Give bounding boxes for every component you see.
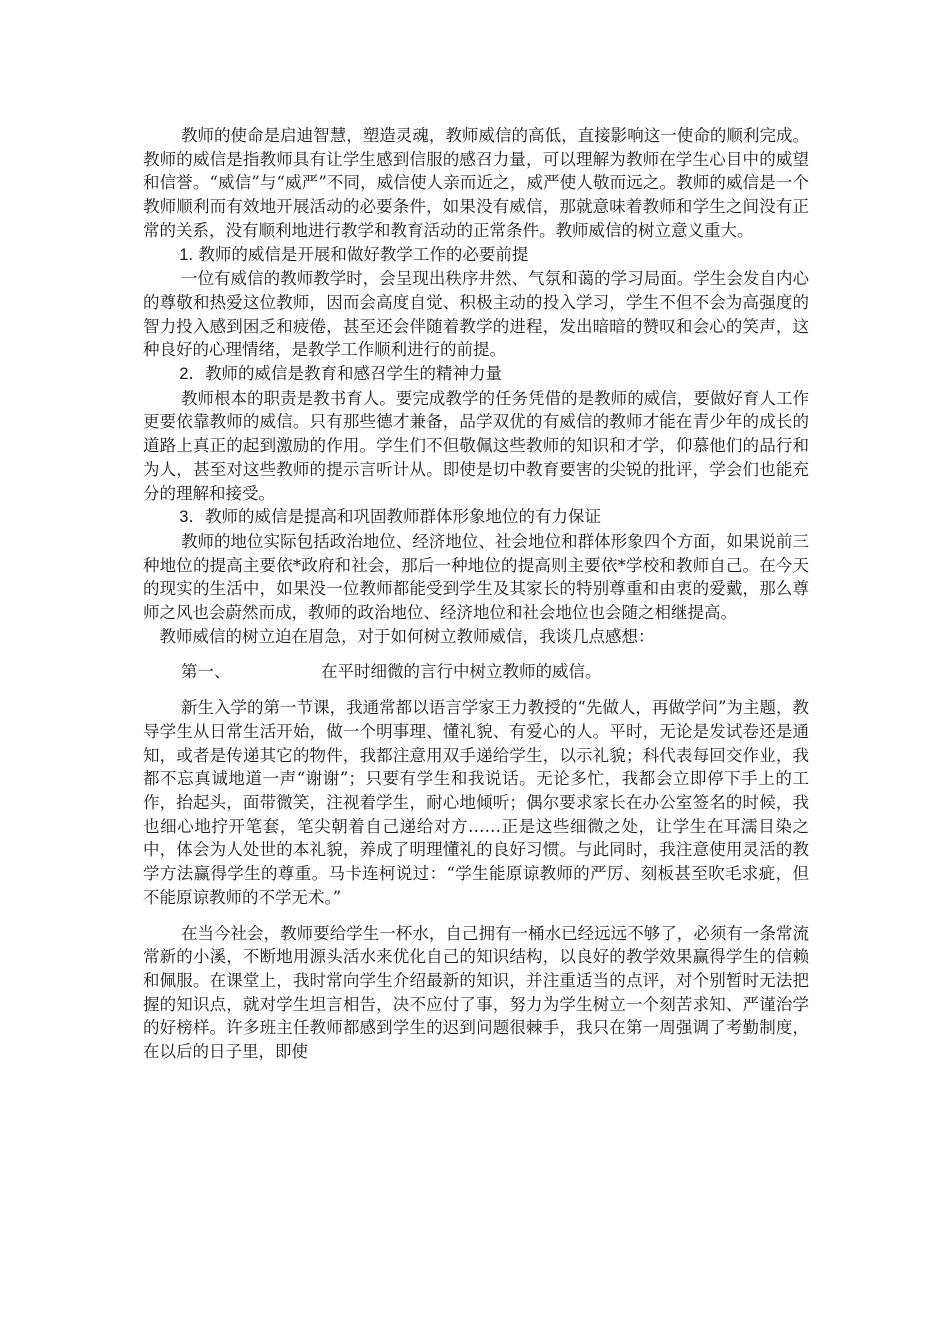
body-paragraph: 教师的地位实际包括政治地位、经济地位、社会地位和群体形象四个方面，如果说前三种地位的提高主要依*政府和社会，那后一种地位的提高则主要依*学校和教师自己。在今天的现实的生活中，如果没一位教师都能受到学生及其家长的特别尊重和由衷的爱戴，那么尊师之风也会蔚然而成，教师的政治地位、经济地位和社会地位也会随之相继提高。 (143, 531, 809, 623)
document-page (143, 124, 809, 1064)
point-heading (143, 660, 809, 684)
section-number: 2． (179, 365, 205, 384)
body-paragraph: 教师根本的职责是教书育人。要完成教学的任务凭借的是教师的威信，要做好育人工作更要依靠教师的威信。只有那些德才兼备，品学双优的有威信的教师才能在青少年的成长的道路上真正的起到激励的作用。学生们不但敬佩这些教师的知识和才学，仰慕他们的品行和为人，甚至对这些教师的提示言听计从。即使是切中教育要害的尖锐的批评，学会们也能充分的理解和接受。 (143, 388, 809, 503)
section-title: 教师的威信是开展和做好教学工作的必要前提 (198, 244, 529, 264)
section-title: 教师的威信是提高和巩固教师群体形象地位的有力保证 (204, 507, 601, 527)
section-number: 1. (179, 245, 194, 264)
section-number: 3． (179, 508, 205, 527)
point-ordinal: 第一、 (180, 662, 231, 682)
transition-paragraph: 教师威信的树立迫在眉急，对于如何树立教师威信，我谈几点感想： (159, 626, 655, 646)
body-paragraph: 在当今社会，教师要给学生一杯水，自己拥有一桶水已经远远不够了，必须有一条常流常新的小溪，不断地用源头活水来优化自己的知识结构，以良好的教学效果赢得学生的信赖和佩服。在课堂上，我时常向学生介绍最新的知识，并注重适当的点评，对个别暂时无法把握的知识点，就对学生坦言相告，决不应付了事，努力为学生树立一个刻苦求知、严谨治学的好榜样。许多班主任教师都感到学生的迟到问题很棘手，我只在第一周强调了考勤制度，在以后的日子里，即使 (143, 923, 809, 1062)
section-title: 教师的威信是教育和感召学生的精神力量 (204, 364, 502, 384)
body-paragraph: 一位有威信的教师教学时，会呈现出秩序井然、气氛和蔼的学习局面。学生会发自内心的尊敬和热爱这位教师，因而会高度自觉、积极主动的投入学习，学生不但不会为高强度的智力投入感到困乏和疲倦，甚至还会伴随着教学的进程，发出暗暗的赞叹和会心的笑声，这种良好的心理情绪，是教学工作顺利进行的前提。 (143, 269, 809, 360)
section-heading-1 (143, 243, 809, 268)
section-heading-3 (143, 505, 809, 530)
intro-paragraph: 教师的使命是启迪智慧，塑造灵魂，教师威信的高低，直接影响这一使命的顺利完成。教师的威信是指教师具有让学生感到信服的感召力量，可以理解为教师在学生心目中的威望和信誉。“威信”与“威严”不同，威信使人亲而近之，威严使人敬而远之。教师的威信是一个教师顺利而有效地开展活动的必要条件，如果没有威信，那就意味着教师和学生之间没有正常的关系，没有顺利地进行教学和教育活动的正常条件。教师威信的树立意义重大。 (143, 126, 809, 240)
section-heading-2 (143, 362, 809, 387)
body-paragraph: 新生入学的第一节课，我通常都以语言学家王力教授的“先做人，再做学问”为主题，教导学生从日常生活开始，做一个明事理、懂礼貌、有爱心的人。平时，无论是发试卷还是通知，或者是传递其它的物件，我都注意用双手递给学生，以示礼貌；科代表每回交作业，我都不忘真诚地道一声“谢谢”；只要有学生和我说话。无论多忙，我都会立即停下手上的工作，抬起头，面带微笑，注视着学生，耐心地倾听；偶尔要求家长在办公室签名的时候，我也细心地拧开笔套，笔尖朝着自己递给对方……正是这些细微之处，让学生在耳濡目染之中，体会为人处世的本礼貌，养成了明理懂礼的良好习惯。与此同时，我注意使用灵活的教学方法赢得学生的尊重。马卡连柯说过：“学生能原谅教师的严厉、刻板甚至吹毛求疵，但不能原谅教师的不学无术。” (143, 698, 809, 907)
point-title: 在平时细微的言行中树立教师的威信。 (320, 662, 602, 682)
